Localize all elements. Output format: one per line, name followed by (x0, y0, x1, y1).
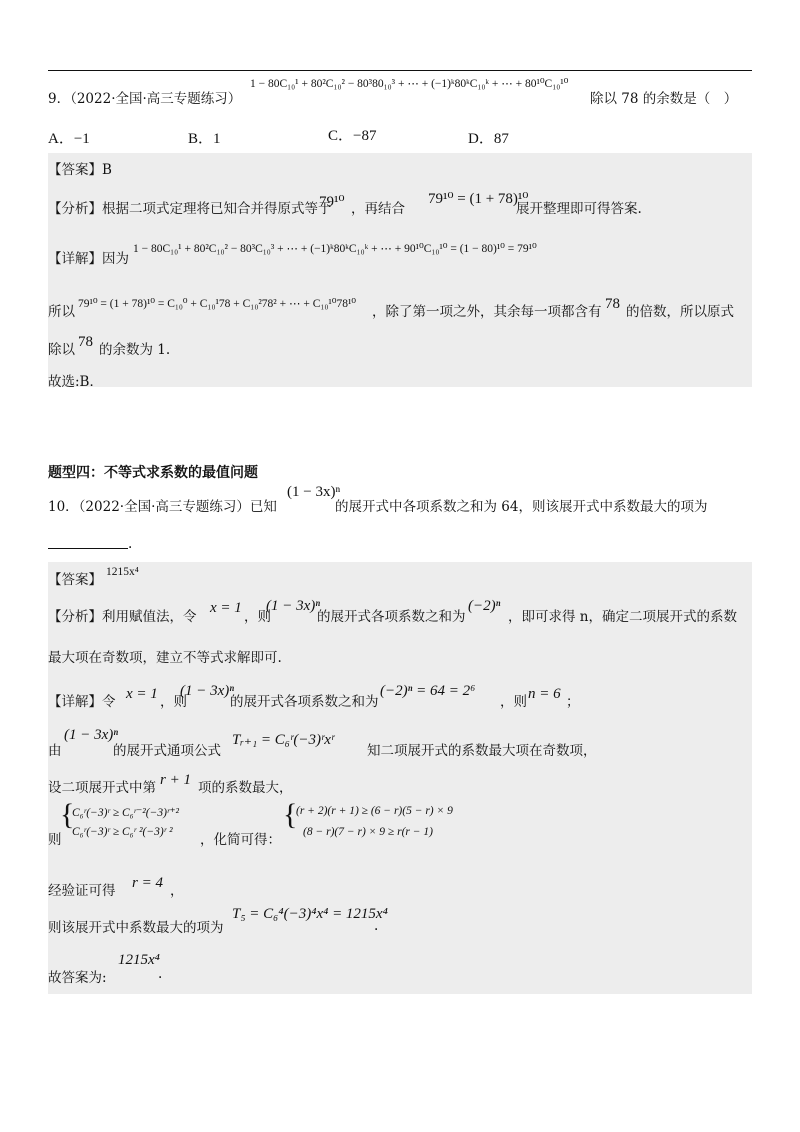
section-title: 题型四：不等式求系数的最值问题 (48, 465, 258, 481)
q9-option-a: A．−1 (48, 131, 90, 147)
system-2-brace: { (283, 798, 298, 831)
q10-expr: (1 − 3x)ⁿ (287, 484, 341, 500)
q9-prefix: 9．（2022·全国·高三专题练习） (48, 91, 242, 107)
s10-final-expr: 1215x⁴ (118, 952, 160, 968)
s10-verify-r: r = 4 (132, 875, 163, 891)
s9-so-label: 所以 (48, 304, 75, 320)
s9-so-end: 的倍数，所以原式 (626, 304, 734, 320)
s10-d3-a: 设二项展开式中第 (48, 780, 156, 796)
q10-prefix: 10．（2022·全国·高三专题练习）已知 (48, 499, 277, 515)
s10-d1-b: ，则 (160, 694, 187, 710)
s10-d2-b: 的展开式通项公式 (113, 743, 221, 759)
s10-max-b: . (374, 918, 379, 934)
s10-max-expr: T₅ = C₆⁴(−3)⁴x⁴ = 1215x⁴ (232, 906, 388, 922)
s10-an-d: ，即可求得 n，确定二项展开式的系数 (508, 609, 737, 625)
q10-tail: . (128, 536, 133, 552)
s10-sys1-line-1: C₆ʳ(−3)ʳ ≥ C₆ʳ⁻²(−3)ʳ⁺² (72, 807, 179, 819)
s10-d1-d: ，则 (500, 694, 527, 710)
s10-d2-c: 知二项展开式的系数最大项在奇数项， (367, 743, 597, 759)
s10-verify-a: 经验证可得 (48, 883, 116, 899)
q9-option-b: B．1 (188, 131, 221, 147)
s10-analysis-line-2: 最大项在奇数项，建立不等式求解即可. (48, 650, 282, 666)
s10-d1-n: n = 6 (528, 686, 561, 702)
s10-d1-expr: (1 − 3x)ⁿ (180, 683, 234, 699)
s9-so-mid: ，除了第一项之外，其余每一项都含有 (372, 304, 602, 320)
q9-expression: 1 − 80C₁₀¹ + 80²C₁₀² − 80³80₁₀³ + ⋯ + (−1)ᵏ80ᵏC₁₀ᵏ + ⋯ + 80¹⁰C₁₀¹⁰ (250, 78, 569, 90)
s10-sys2-line-1: (r + 2)(r + 1) ≥ (6 − r)(5 − r) × 9 (296, 805, 453, 817)
s10-detail-label: 【详解】令 (48, 694, 116, 710)
top-rule (48, 70, 752, 71)
s10-an-c: 的展开式各项系数之和为 (317, 609, 466, 625)
s10-final-b: . (158, 966, 163, 982)
s10-verify-b: ， (170, 883, 184, 899)
s10-an-expr: (1 − 3x)ⁿ (266, 598, 320, 614)
s10-d1-c: 的展开式各项系数之和为 (230, 694, 379, 710)
s10-simplify: ，化简可得： (200, 832, 281, 848)
s10-analysis-label: 【分析】利用赋值法，令 (48, 609, 197, 625)
s9-choose: 故选:B． (48, 374, 103, 390)
s9-analysis-end: 展开整理即可得答案. (516, 201, 642, 217)
s9-analysis-label: 【分析】根据二项式定理将已知合并得原式等于 (48, 201, 332, 217)
q9-suffix: 除以 78 的余数是（ ） (590, 91, 738, 107)
s10-sys2-line-2: (8 − r)(7 − r) × 9 ≥ r(r − 1) (303, 826, 433, 838)
s10-final-a: 故答案为: (48, 970, 107, 986)
s10-d2-a: 由 (48, 743, 62, 759)
s10-d1-x1: x = 1 (126, 686, 158, 702)
q9-option-d: D．87 (468, 131, 509, 147)
s10-d1-f: ； (566, 694, 580, 710)
s9-so-78: 78 (605, 296, 620, 312)
s9-analysis-expr-1: 79¹⁰ (319, 194, 345, 210)
s10-d1-sum: (−2)ⁿ = 64 = 2⁶ (380, 683, 476, 699)
s9-remainder-a: 除以 (48, 342, 75, 358)
s10-sys1-line-2: C₆ʳ(−3)ʳ ≥ C₆ʳ ²(−3)ʳ ² (72, 826, 173, 838)
s9-answer: 【答案】B (48, 162, 112, 178)
s10-answer-expr: 1215x⁴ (106, 566, 139, 578)
s10-answer-label: 【答案】 (48, 572, 102, 588)
s9-remainder-78: 78 (78, 334, 93, 350)
s10-an-b: ，则 (244, 609, 271, 625)
s10-an-sum: (−2)ⁿ (468, 598, 501, 614)
system-1-brace: { (60, 798, 75, 831)
s9-analysis-expr-2: 79¹⁰ = (1 + 78)¹⁰ (428, 191, 529, 207)
s9-remainder-b: 的余数为 1. (99, 342, 171, 358)
s9-analysis-mid: ，再结合 (351, 201, 405, 217)
q10-answer-blank (48, 548, 128, 549)
s10-d3-r1: r + 1 (160, 772, 191, 788)
s9-detail-expr: 1 − 80C₁₀¹ + 80²C₁₀² − 80³C₁₀³ + ⋯ + (−1)ᵏ80ᵏC₁₀ᵏ + ⋯ + 90¹⁰C₁₀¹⁰ = (1 − 80)¹⁰ = 79¹⁰ (133, 243, 537, 255)
q10-suffix: 的展开式中各项系数之和为 64，则该展开式中系数最大的项为 (335, 499, 708, 515)
s10-d2-formula: Tᵣ₊₁ = C₆ʳ(−3)ʳxʳ (232, 732, 335, 748)
s10-max-a: 则该展开式中系数最大的项为 (48, 920, 224, 936)
q9-option-c: C．−87 (328, 128, 377, 144)
s10-d2-expr: (1 − 3x)ⁿ (64, 727, 118, 743)
s9-so-expr: 79¹⁰ = (1 + 78)¹⁰ = C₁₀⁰ + C₁₀¹78 + C₁₀²78² + ⋯ + C₁₀¹⁰78¹⁰ (78, 298, 356, 310)
s9-detail-label: 【详解】因为 (48, 251, 129, 267)
s10-d3-b: 项的系数最大， (198, 780, 293, 796)
s10-an-x1: x = 1 (210, 600, 242, 616)
s10-ze: 则 (48, 832, 62, 848)
